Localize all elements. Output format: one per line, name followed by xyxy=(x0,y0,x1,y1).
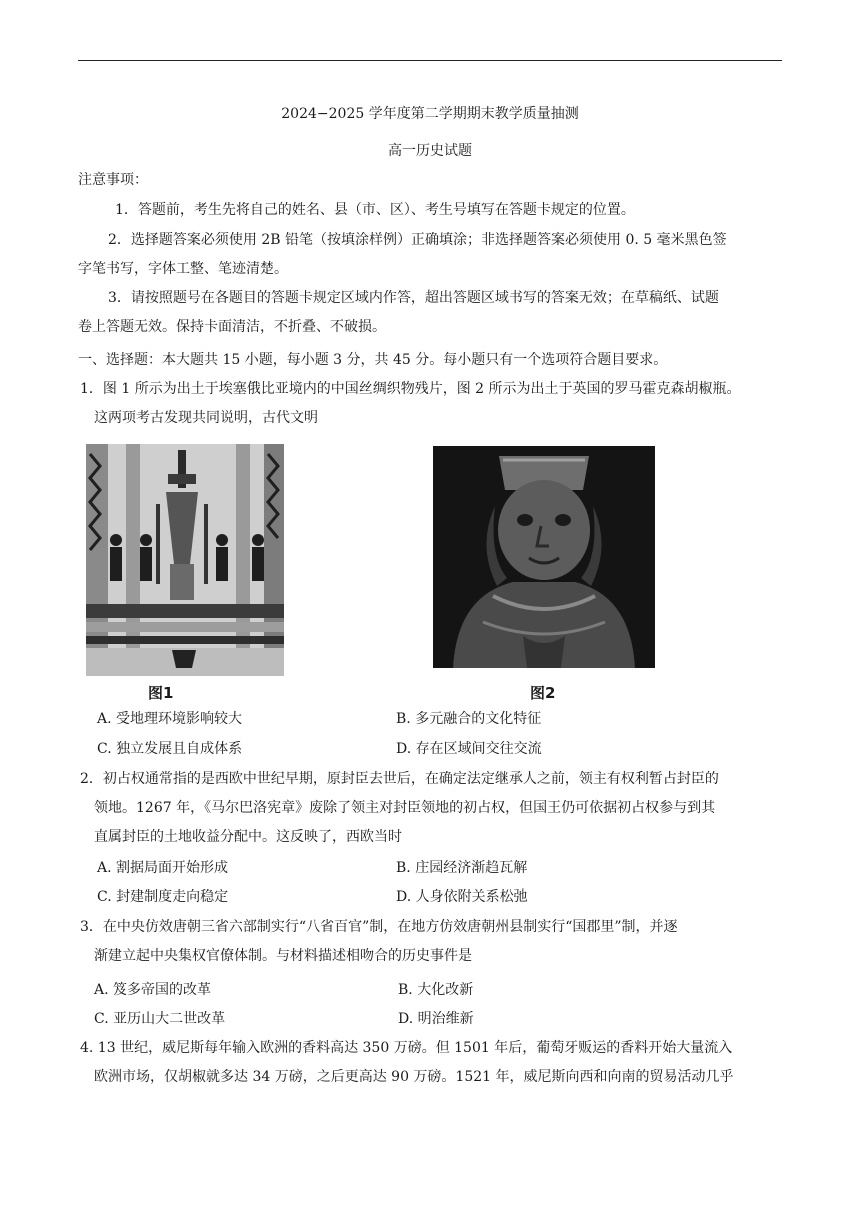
option-c: C. 亚历山大二世改革 xyxy=(94,1011,226,1027)
top-rule xyxy=(78,60,782,61)
notice-item: 2．选择题答案必须使用 2B 铅笔（按填涂样例）正确填涂；非选择题答案必须使用 0. 5 毫米黑色签 xyxy=(108,232,727,248)
notice-item: 卷上答题无效。保持卡面清洁，不折叠、不破损。 xyxy=(78,319,386,335)
notice-item: 1．答题前，考生先将自己的姓名、县（市、区）、考生号填写在答题卡规定的位置。 xyxy=(115,202,635,218)
section-heading: 一、选择题：本大题共 15 小题，每小题 3 分，共 45 分。每小题只有一个选项符合题目要求。 xyxy=(78,352,668,368)
question-text: 领地。1267 年，《马尔巴洛宪章》废除了领主对封臣领地的初占权，但国王仍可依据初占权参与到其 xyxy=(94,800,716,816)
notice-item: 字笔书写，字体工整、笔迹清楚。 xyxy=(78,261,288,277)
option-d: D. 人身依附关系松弛 xyxy=(396,889,528,905)
question-text: 欧洲市场，仅胡椒就多达 34 万磅，之后更高达 90 万磅。1521 年，威尼斯向西和向南的贸易活动几乎 xyxy=(94,1069,734,1085)
figure-1-caption: 图1 xyxy=(148,684,174,702)
question-text: 3．在中央仿效唐朝三省六部制实行“八省百官”制，在地方仿效唐朝州县制实行“国郡里”制，并逐 xyxy=(80,919,678,935)
question-text: 2．初占权通常指的是西欧中世纪早期，原封臣去世后，在确定法定继承人之前，领主有权利暂占封臣的 xyxy=(80,771,719,787)
question-text: 1．图 1 所示为出土于埃塞俄比亚境内的中国丝绸织物残片，图 2 所示为出土于英国的罗马霍克森胡椒瓶。 xyxy=(80,381,741,397)
option-c: C. 独立发展且自成体系 xyxy=(97,741,243,757)
figure-2-pepper-pot-image xyxy=(433,446,655,668)
question-text: 这两项考古发现共同说明，古代文明 xyxy=(94,410,318,426)
option-b: B. 庄园经济渐趋瓦解 xyxy=(396,860,528,876)
option-d: D. 存在区域间交往交流 xyxy=(396,741,542,757)
option-d: D. 明治维新 xyxy=(398,1011,474,1027)
option-a: A. 笈多帝国的改革 xyxy=(94,982,212,998)
option-c: C. 封建制度走向稳定 xyxy=(97,889,229,905)
option-b: B. 大化改新 xyxy=(398,982,474,998)
question-text: 4. 13 世纪，威尼斯每年输入欧洲的香料高达 350 万磅。但 1501 年后，葡萄牙贩运的香料开始大量流入 xyxy=(80,1040,733,1056)
option-b: B. 多元融合的文化特征 xyxy=(396,711,542,727)
question-text: 渐建立起中央集权官僚体制。与材料描述相吻合的历史事件是 xyxy=(94,948,472,964)
notice-heading: 注意事项： xyxy=(78,172,148,188)
exam-subtitle: 高一历史试题 xyxy=(388,143,472,159)
exam-title: 2024−2025 学年度第二学期期末教学质量抽测 xyxy=(281,106,579,122)
option-a: A. 受地理环境影响较大 xyxy=(97,711,243,727)
question-text: 直属封臣的土地收益分配中。这反映了，西欧当时 xyxy=(94,829,402,845)
figure-2-caption: 图2 xyxy=(530,684,556,702)
notice-item: 3．请按照题号在各题目的答题卡规定区域内作答，超出答题区域书写的答案无效；在草稿纸、试题 xyxy=(108,290,719,306)
option-a: A. 割据局面开始形成 xyxy=(97,860,229,876)
figure-1-silk-fragment-image xyxy=(86,444,284,676)
